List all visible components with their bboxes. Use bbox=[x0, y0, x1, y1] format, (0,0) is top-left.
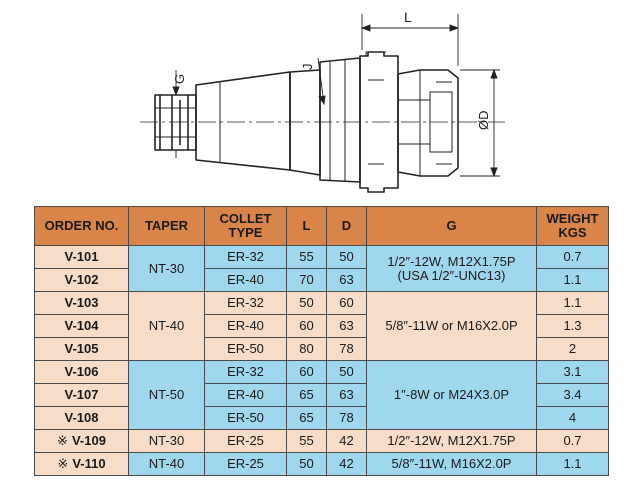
weight-cell: 2 bbox=[537, 338, 609, 361]
weight-cell: 1.1 bbox=[537, 292, 609, 315]
d-cell: 63 bbox=[327, 384, 367, 407]
weight-cell: 4 bbox=[537, 407, 609, 430]
order-no-cell: V-106 bbox=[35, 361, 129, 384]
weight-cell: 3.1 bbox=[537, 361, 609, 384]
order-no-cell: V-103 bbox=[35, 292, 129, 315]
table-row bbox=[35, 453, 609, 476]
header-collet-type bbox=[205, 207, 287, 246]
weight-cell: 1.3 bbox=[537, 315, 609, 338]
order-no-cell bbox=[35, 453, 129, 476]
g-cell: 5/8″-11W or M16X2.0P bbox=[367, 292, 537, 361]
collet-cell: ER-32 bbox=[205, 246, 287, 269]
weight-cell: 0.7 bbox=[537, 430, 609, 453]
collet-cell: ER-25 bbox=[205, 453, 287, 476]
table-row bbox=[35, 246, 609, 269]
header-weight bbox=[537, 207, 609, 246]
d-cell: 60 bbox=[327, 292, 367, 315]
l-cell: 60 bbox=[287, 315, 327, 338]
order-no-cell: V-105 bbox=[35, 338, 129, 361]
order-no-cell bbox=[35, 430, 129, 453]
d-cell: 63 bbox=[327, 315, 367, 338]
g-cell: 1/2″-12W, M12X1.75P bbox=[367, 430, 537, 453]
order-no-cell: V-102 bbox=[35, 269, 129, 292]
collet-cell: ER-32 bbox=[205, 361, 287, 384]
order-no-cell: V-108 bbox=[35, 407, 129, 430]
tool-holder-drawing bbox=[0, 0, 640, 206]
taper-cell: NT-30 bbox=[129, 246, 205, 292]
collet-cell: ER-50 bbox=[205, 338, 287, 361]
l-cell: 70 bbox=[287, 269, 327, 292]
order-no-cell: V-107 bbox=[35, 384, 129, 407]
table-row bbox=[35, 292, 609, 315]
l-cell: 55 bbox=[287, 246, 327, 269]
weight-cell: 1.1 bbox=[537, 269, 609, 292]
collet-cell: ER-40 bbox=[205, 315, 287, 338]
spec-table bbox=[34, 206, 609, 476]
d-cell: 78 bbox=[327, 338, 367, 361]
g-line1: 1/2″-12W, M12X1.75P bbox=[387, 253, 516, 269]
header-weight-line2: KGS bbox=[558, 225, 587, 240]
header-taper: TAPER bbox=[129, 207, 205, 246]
dimension-label-l: L bbox=[404, 9, 412, 25]
collet-cell: ER-40 bbox=[205, 269, 287, 292]
header-weight-line1: WEIGHT bbox=[546, 211, 599, 226]
collet-cell: ER-50 bbox=[205, 407, 287, 430]
header-d: D bbox=[327, 207, 367, 246]
dimension-label-g: G bbox=[172, 73, 187, 84]
l-cell: 50 bbox=[287, 453, 327, 476]
order-no-cell: V-104 bbox=[35, 315, 129, 338]
collet-cell: ER-40 bbox=[205, 384, 287, 407]
taper-cell: NT-50 bbox=[129, 361, 205, 430]
header-collet-line2: TYPE bbox=[228, 225, 263, 240]
l-cell: 65 bbox=[287, 384, 327, 407]
d-cell: 50 bbox=[327, 361, 367, 384]
l-cell: 65 bbox=[287, 407, 327, 430]
weight-cell: 1.1 bbox=[537, 453, 609, 476]
taper-cell: NT-40 bbox=[129, 292, 205, 361]
l-cell: 60 bbox=[287, 361, 327, 384]
g-cell: 1″-8W or M24X3.0P bbox=[367, 361, 537, 430]
header-g: G bbox=[367, 207, 537, 246]
order-no-text: V-109 bbox=[71, 433, 106, 448]
collet-cell: ER-25 bbox=[205, 430, 287, 453]
order-no-cell: V-101 bbox=[35, 246, 129, 269]
g-cell bbox=[367, 246, 537, 292]
weight-cell: 0.7 bbox=[537, 246, 609, 269]
header-collet-line1: COLLET bbox=[219, 211, 272, 226]
table-row bbox=[35, 361, 609, 384]
header-order-no: ORDER NO. bbox=[35, 207, 129, 246]
d-cell: 63 bbox=[327, 269, 367, 292]
d-cell: 50 bbox=[327, 246, 367, 269]
collet-cell: ER-32 bbox=[205, 292, 287, 315]
table-row bbox=[35, 430, 609, 453]
table-header-row bbox=[35, 207, 609, 246]
d-cell: 42 bbox=[327, 430, 367, 453]
l-cell: 80 bbox=[287, 338, 327, 361]
order-no-text: V-110 bbox=[72, 456, 106, 471]
taper-cell: NT-40 bbox=[129, 453, 205, 476]
note-mark-icon: ※ bbox=[57, 433, 68, 448]
l-cell: 50 bbox=[287, 292, 327, 315]
note-mark-icon: ※ bbox=[57, 456, 69, 471]
g-line2: (USA 1/2″-UNC13) bbox=[397, 267, 506, 283]
taper-cell: NT-30 bbox=[129, 430, 205, 453]
g-cell: 5/8″-11W, M16X2.0P bbox=[367, 453, 537, 476]
dimension-label-d: ØD bbox=[476, 110, 491, 130]
d-cell: 42 bbox=[327, 453, 367, 476]
weight-cell: 3.4 bbox=[537, 384, 609, 407]
l-cell: 55 bbox=[287, 430, 327, 453]
dimension-label-j: J bbox=[300, 63, 315, 70]
header-l: L bbox=[287, 207, 327, 246]
d-cell: 78 bbox=[327, 407, 367, 430]
